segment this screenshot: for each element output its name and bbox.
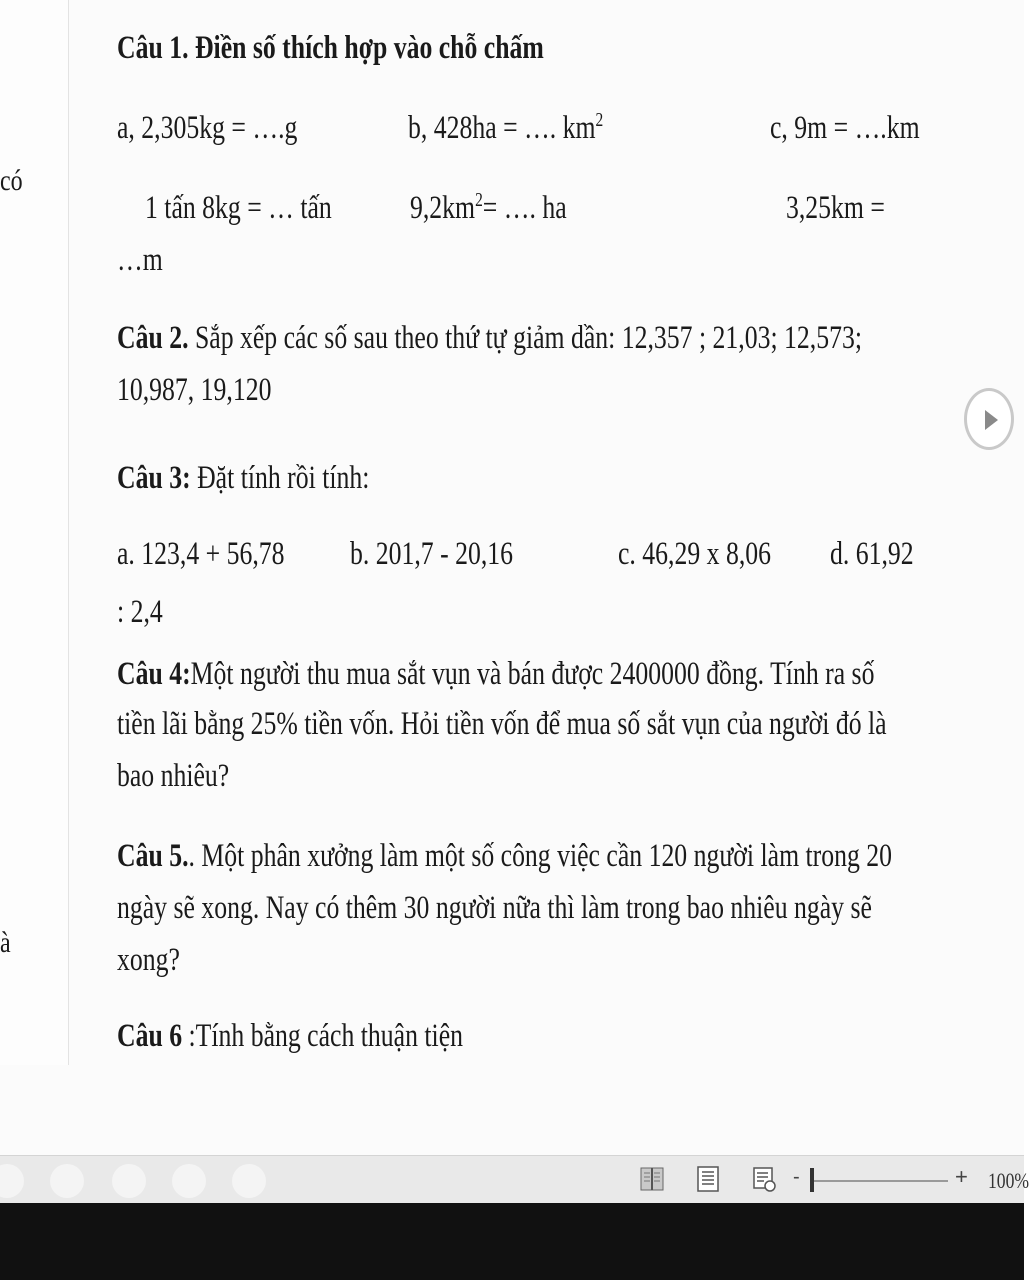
q1-c2-cont: …m [117, 242, 163, 278]
q4-line2: tiền lãi bằng 25% tiền vốn. Hỏi tiền vốn để mua số sắt vụn của người đó là [117, 706, 887, 742]
q5-line3: xong? [117, 942, 180, 978]
q5-line2: ngày sẽ xong. Nay có thêm 30 người nữa thì làm trong bao nhiêu ngày sẽ [117, 890, 872, 926]
q2-line2: 10,987, 19,120 [117, 372, 272, 408]
status-blob-3 [112, 1164, 146, 1198]
status-blob-5 [232, 1164, 266, 1198]
q4-line1: Câu 4:Một người thu mua sắt vụn và bán được 2400000 đồng. Tính ra số [117, 656, 875, 692]
zoom-slider-thumb[interactable] [810, 1168, 814, 1192]
q1-c2: 3,25km = [786, 190, 885, 226]
zoom-in-button[interactable]: + [955, 1164, 968, 1189]
q3-title: Câu 3: Đặt tính rồi tính: [117, 460, 370, 496]
print-layout-icon[interactable] [696, 1164, 720, 1194]
q5-line1: Câu 5.. Một phân xưởng làm một số công việc cần 120 người làm trong 20 [117, 838, 893, 874]
status-blob-4 [172, 1164, 206, 1198]
q3-d: d. 61,92 [830, 536, 914, 572]
q1-b2: $9,2km^2=$ …. ha [410, 189, 567, 226]
q3-a: a. 123,4 + 56,78 [117, 536, 285, 572]
zoom-level[interactable]: 100% [988, 1168, 1029, 1193]
q1-b: b, 428ha = …. $km^2$ [408, 109, 604, 146]
q1-c: c, 9m = ….km [770, 110, 920, 146]
q6-line1: Câu 6 :Tính bằng cách thuận tiện [117, 1018, 463, 1054]
read-mode-icon[interactable] [640, 1164, 664, 1194]
zoom-out-button[interactable]: - [793, 1166, 800, 1188]
margin-fragment-1: có [0, 164, 23, 197]
zoom-slider-track[interactable] [810, 1180, 948, 1182]
play-icon [985, 410, 998, 430]
status-blob-2 [50, 1164, 84, 1198]
q3-b: b. 201,7 - 20,16 [350, 536, 514, 572]
margin-fragment-2: à [0, 926, 11, 959]
status-blob-1 [0, 1164, 24, 1198]
status-bar [0, 1155, 1029, 1204]
q3-c: c. 46,29 x 8,06 [618, 536, 772, 572]
q2-line1: Câu 2. Sắp xếp các số sau theo thứ tự giảm dần: 12,357 ; 21,03; 12,573; [117, 320, 862, 356]
web-layout-icon[interactable] [752, 1164, 776, 1194]
q1-a2: 1 tấn 8kg = … tấn [145, 190, 332, 226]
q3-d-cont: : 2,4 [117, 594, 163, 630]
q4-line3: bao nhiêu? [117, 758, 230, 794]
taskbar-area [0, 1203, 1024, 1280]
q1-a: a, 2,305kg = ….g [117, 110, 298, 146]
q1-title: Câu 1. Điền số thích hợp vào chỗ chấm [117, 30, 544, 66]
play-button[interactable] [964, 388, 1014, 450]
